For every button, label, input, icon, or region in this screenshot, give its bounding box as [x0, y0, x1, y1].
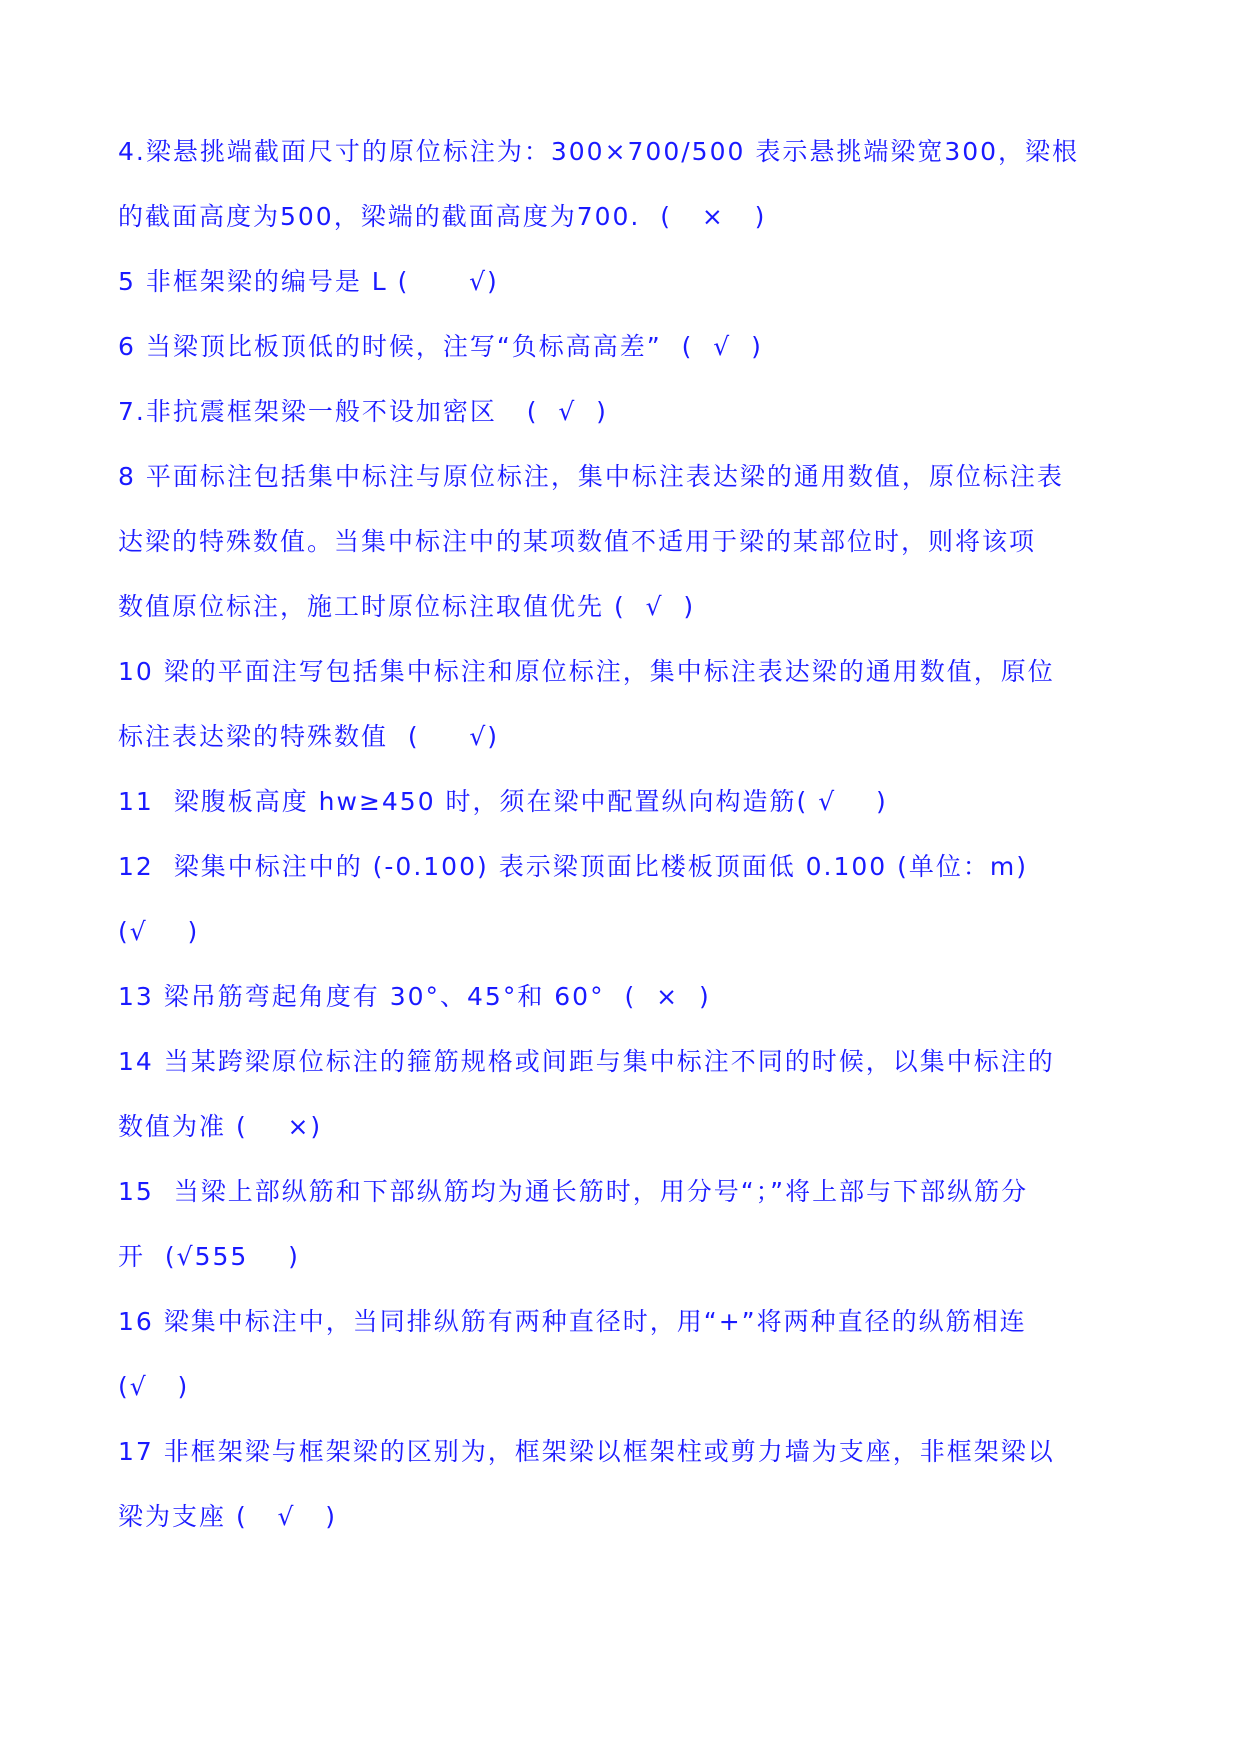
text-line-q12-part2: (√ ) — [118, 917, 200, 946]
text-line-q10-part2: 标注表达梁的特殊数值 ( √) — [118, 722, 500, 751]
text-line-q6: 6 当梁顶比板顶低的时候，注写“负标高高差” ( √ ) — [118, 332, 763, 361]
text-line-q5: 5 非框架梁的编号是 L ( √) — [118, 267, 499, 296]
text-line-q7: 7.非抗震框架梁一般不设加密区 ( √ ) — [118, 397, 608, 426]
document-body — [118, 124, 1128, 1554]
text-line-q15-part1: 15 当梁上部纵筋和下部纵筋均为通长筋时，用分号“；”将上部与下部纵筋分 — [118, 1177, 1029, 1206]
text-line-q11: 11 梁腹板高度 hw≥450 时，须在梁中配置纵向构造筋( √ ) — [118, 787, 888, 816]
text-line-q16-part1: 16 梁集中标注中，当同排纵筋有两种直径时，用“+”将两种直径的纵筋相连 — [118, 1307, 1027, 1336]
text-line-q14-part2: 数值为准 ( ×) — [118, 1112, 323, 1141]
text-line-q17-part2: 梁为支座 ( √ ) — [118, 1502, 338, 1531]
text-line-q4-part1: 4.梁悬挑端截面尺寸的原位标注为：300×700/500 表示悬挑端梁宽300，梁根 — [118, 137, 1080, 166]
text-line-q4-part2: 的截面高度为500，梁端的截面高度为700. ( × ) — [118, 202, 767, 231]
text-line-q13: 13 梁吊筋弯起角度有 30°、45°和 60° ( × ) — [118, 982, 711, 1011]
text-line-q16-part2: (√ ) — [118, 1372, 190, 1401]
text-line-q12-part1: 12 梁集中标注中的 (-0.100) 表示梁顶面比楼板顶面低 0.100 (单位：m) — [118, 852, 1029, 881]
text-line-q17-part1: 17 非框架梁与框架梁的区别为，框架梁以框架柱或剪力墙为支座，非框架梁以 — [118, 1437, 1055, 1466]
text-line-q14-part1: 14 当某跨梁原位标注的箍筋规格或间距与集中标注不同的时候，以集中标注的 — [118, 1047, 1055, 1076]
text-line-q8-part3: 数值原位标注，施工时原位标注取值优先 ( √ ) — [118, 592, 696, 621]
text-line-q10-part1: 10 梁的平面注写包括集中标注和原位标注，集中标注表达梁的通用数值，原位 — [118, 657, 1055, 686]
text-line-q8-part2: 达梁的特殊数值。当集中标注中的某项数值不适用于梁的某部位时，则将该项 — [118, 527, 1037, 556]
text-line-q15-part2: 开 (√555 ) — [118, 1242, 300, 1271]
text-line-q8-part1: 8 平面标注包括集中标注与原位标注，集中标注表达梁的通用数值，原位标注表 — [118, 462, 1064, 491]
